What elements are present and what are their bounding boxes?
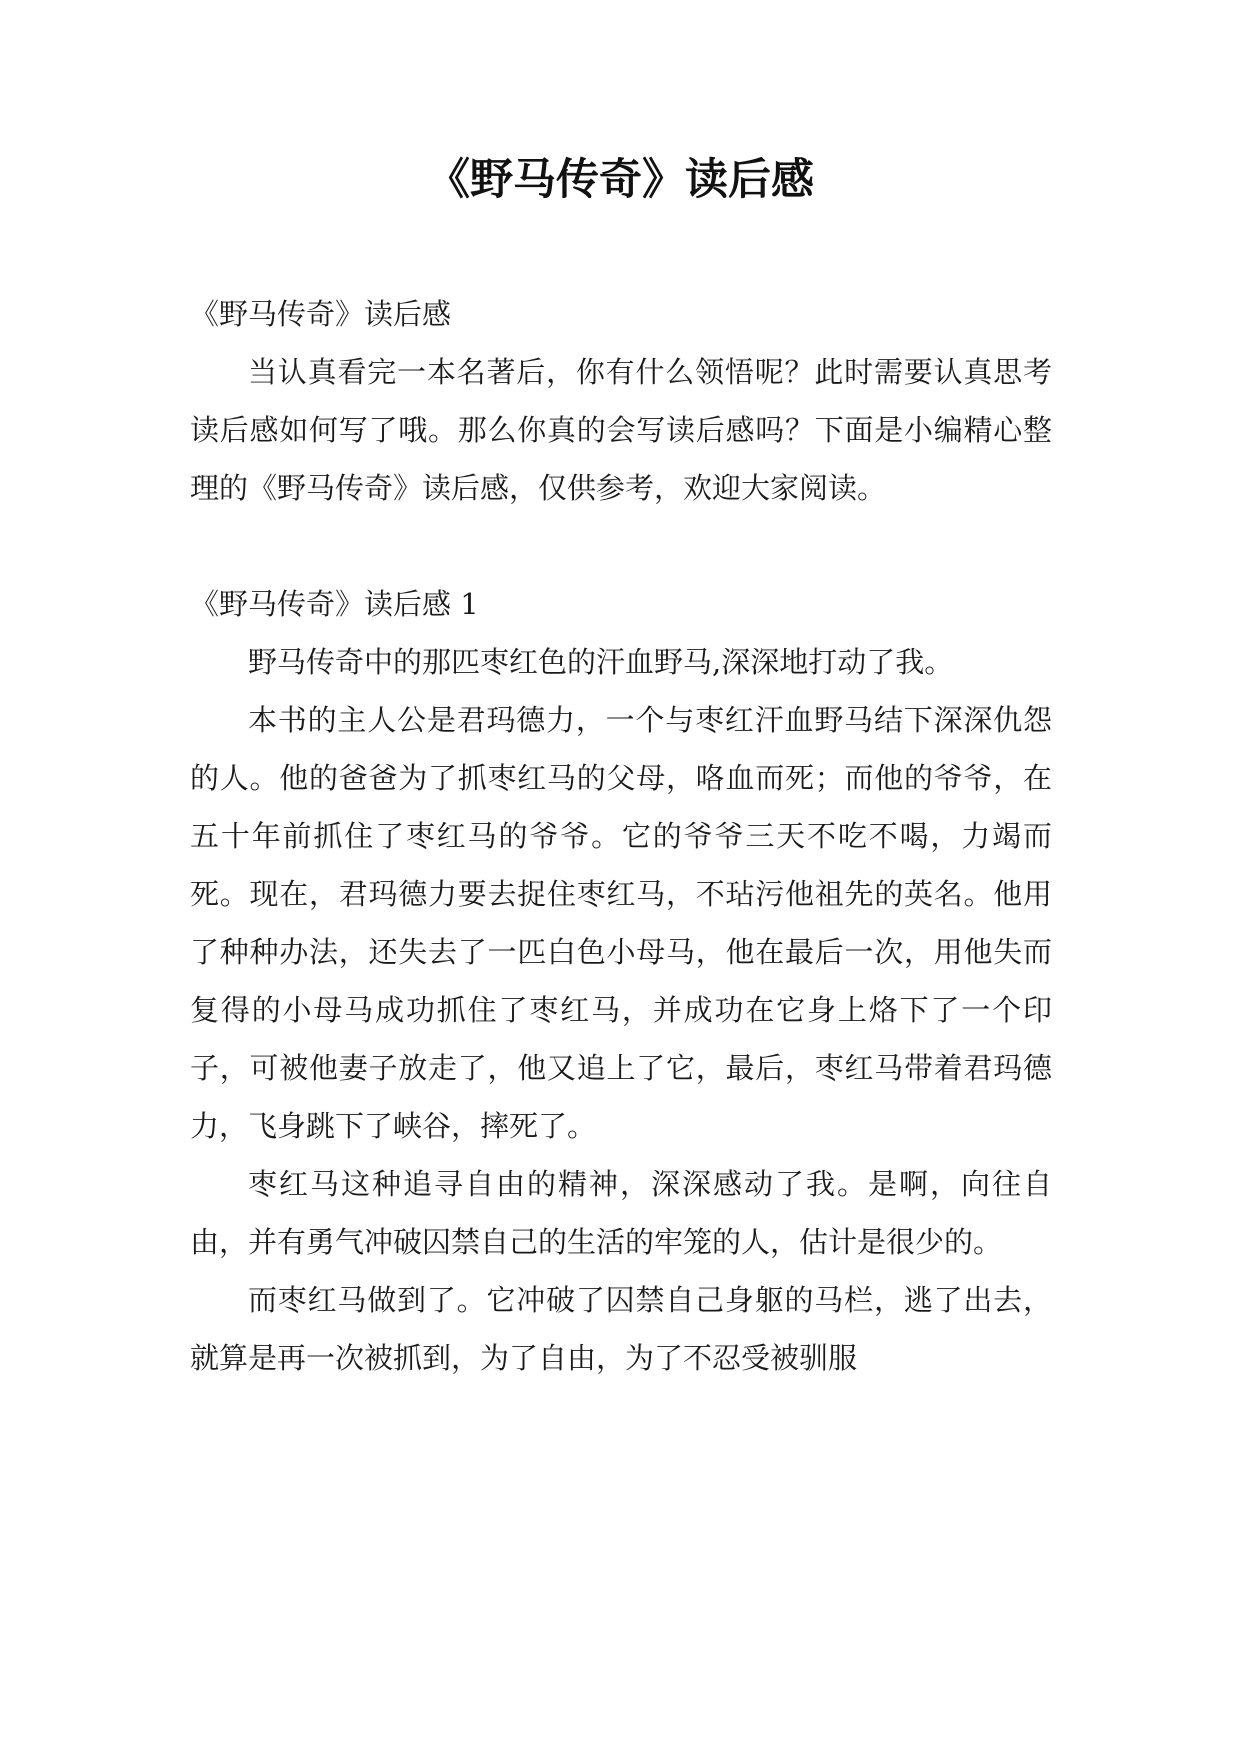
- document-body: [190, 285, 1052, 1387]
- document-title: 《野马传奇》读后感: [427, 155, 814, 205]
- section1-paragraph-1: 野马传奇中的那匹枣红色的汗血野马,深深地打动了我。: [248, 645, 954, 679]
- section1-paragraph-4: 而枣红马做到了。它冲破了囚禁自己身躯的马栏，逃了出去，就算是再一次被抓到，为了自由，为了不忍受被驯服: [190, 1283, 1052, 1375]
- section1-heading: 《野马传奇》读后感 1: [190, 587, 479, 621]
- intro-paragraph: 当认真看完一本名著后，你有什么领悟呢？此时需要认真思考读后感如何写了哦。那么你真的会写读后感吗？下面是小编精心整理的《野马传奇》读后感，仅供参考，欢迎大家阅读。: [190, 355, 1052, 505]
- section1-paragraph-2: 本书的主人公是君玛德力，一个与枣红汗血野马结下深深仇怨的人。他的爸爸为了抓枣红马的父母，咯血而死；而他的爷爷，在五十年前抓住了枣红马的爷爷。它的爷爷三天不吃不喝，力竭而死。现在，君玛德力要去捉住枣红马，不玷污他祖先的英名。他用了种种办法，还失去了一匹白色小母马，他在最后一次，用他失而复得的小母马成功抓住了枣红马，并成功在它身上烙下了一个印子，可被他妻子放走了，他又追上了它，最后，枣红马带着君玛德力，飞身跳下了峡谷，摔死了。: [190, 703, 1052, 1143]
- section1-paragraph-3: 枣红马这种追寻自由的精神，深深感动了我。是啊，向往自由，并有勇气冲破囚禁自己的生活的牢笼的人，估计是很少的。: [190, 1167, 1052, 1259]
- intro-heading: 《野马传奇》读后感: [190, 297, 452, 331]
- section-spacer: [190, 517, 1052, 575]
